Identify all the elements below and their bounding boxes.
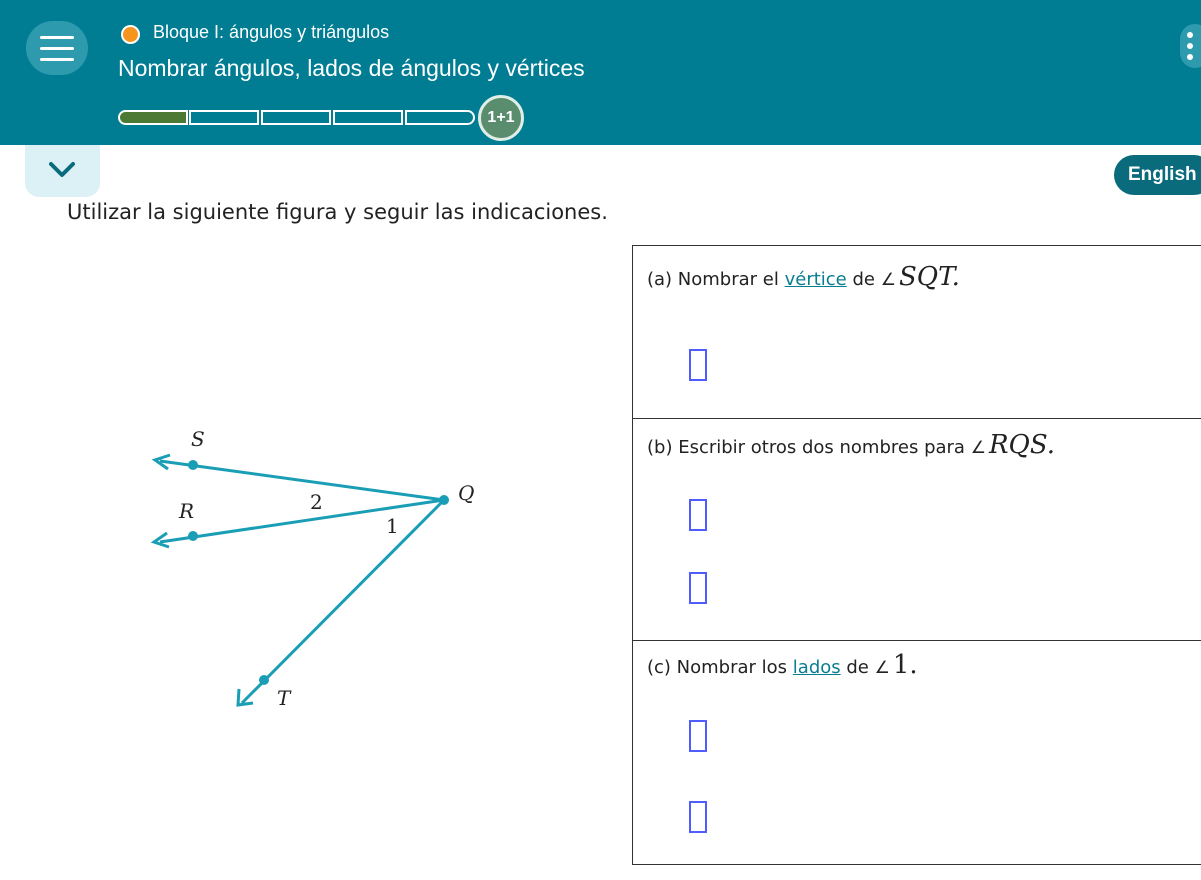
questions-table (632, 245, 1201, 865)
angle-symbol: ∠ (874, 658, 890, 678)
label-s: S (191, 427, 205, 451)
instructions-text: Utilizar la siguiente figura y seguir las indicaciones. (67, 200, 608, 224)
angle-symbol: ∠ (880, 270, 896, 290)
question-b-row (633, 418, 1201, 641)
ray-qs (160, 461, 444, 500)
bloque-title: Bloque I: ángulos y triángulos (153, 22, 390, 42)
arrowhead-t (238, 689, 253, 705)
point-q (439, 495, 449, 505)
answer-input-b1[interactable] (689, 499, 707, 531)
answer-input-b2[interactable] (689, 572, 707, 604)
label-t: T (277, 686, 291, 710)
ray-qt (242, 500, 444, 703)
label-r: R (179, 499, 195, 523)
more-options-button[interactable] (1180, 24, 1201, 68)
label-q: Q (458, 481, 475, 505)
point-s (188, 460, 198, 470)
point-t (259, 675, 269, 685)
angle-symbol: ∠ (970, 438, 986, 458)
angle-label-1: 1 (386, 514, 399, 538)
question-c-text: (c) Nombrar los lados de ∠ 1. (647, 650, 918, 680)
question-a-row (633, 246, 1201, 419)
score-badge: 1+1 (478, 95, 524, 141)
answer-input-a[interactable] (689, 349, 707, 381)
answer-input-c1[interactable] (689, 720, 707, 752)
question-c-row (633, 640, 1201, 880)
vertical-ellipsis-icon (1187, 32, 1193, 38)
ray-qr (160, 500, 444, 542)
question-a-text: (a) Nombrar el vértice de ∠ SQT. (647, 262, 960, 292)
question-b-text: (b) Escribir otros dos nombres para ∠ RQS. (647, 430, 1055, 460)
vertex-link[interactable]: vértice (784, 269, 847, 290)
sides-link[interactable]: lados (792, 657, 841, 678)
english-language-button[interactable]: English (1114, 155, 1201, 195)
point-r (188, 531, 198, 541)
topic-title: Nombrar ángulos, lados de ángulos y vértices (118, 55, 585, 81)
angle-label-2: 2 (310, 490, 323, 514)
answer-input-c2[interactable] (689, 801, 707, 833)
